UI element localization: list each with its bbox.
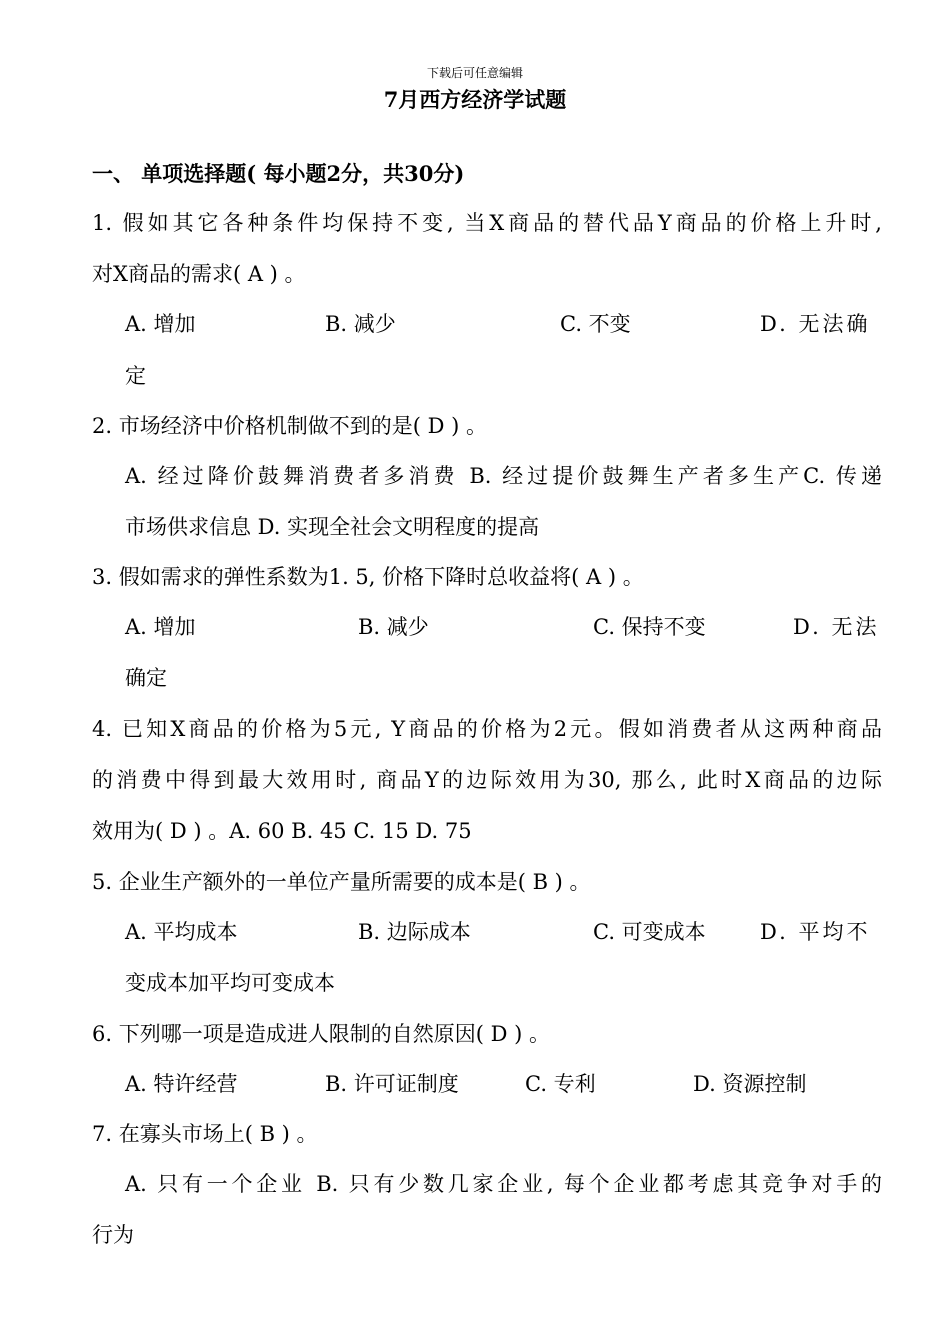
q3-option-b: B. 减少 bbox=[358, 615, 429, 639]
question-4-line-2: 的消费中得到最大效用时, 商品Y的边际效用为30, 那么, 此时X商品的边际 bbox=[92, 768, 882, 792]
q2-options-line-1: A. 经过降价鼓舞消费者多消费 B. 经过提价鼓舞生产者多生产C. 传递 bbox=[125, 464, 882, 488]
q7-options-line-1: A. 只有一个企业 B. 只有少数几家企业, 每个企业都考虑其竞争对手的 bbox=[125, 1172, 882, 1196]
question-1-line-1: 1. 假如其它各种条件均保持不变, 当X商品的替代品Y商品的价格上升时, bbox=[92, 211, 882, 235]
q1-option-b: B. 减少 bbox=[325, 312, 396, 336]
q5-option-c: C. 可变成本 bbox=[593, 920, 706, 944]
q5-option-a: A. 平均成本 bbox=[125, 920, 238, 944]
q5-option-b: B. 边际成本 bbox=[358, 920, 471, 944]
q6-option-c: C. 专利 bbox=[525, 1072, 596, 1096]
q6-option-d: D. 资源控制 bbox=[693, 1072, 807, 1096]
q1-option-d: D. 无法确 bbox=[760, 312, 871, 336]
question-2-line-1: 2. 市场经济中价格机制做不到的是( D ) 。 bbox=[92, 414, 487, 438]
q5-option-d-continued: 变成本加平均可变成本 bbox=[125, 971, 335, 995]
question-6-line-1: 6. 下列哪一项是造成进人限制的自然原因( D ) 。 bbox=[92, 1022, 550, 1046]
q3-option-c: C. 保持不变 bbox=[593, 615, 706, 639]
question-4-line-3: 效用为( D ) 。A. 60 B. 45 C. 15 D. 75 bbox=[92, 819, 472, 843]
question-7-line-1: 7. 在寡头市场上( B ) 。 bbox=[92, 1122, 318, 1146]
question-1-line-2: 对X商品的需求( A ) 。 bbox=[92, 262, 306, 286]
q1-option-d-continued: 定 bbox=[125, 364, 146, 388]
header-note: 下载后可任意编辑 bbox=[426, 66, 523, 80]
question-5-line-1: 5. 企业生产额外的一单位产量所需要的成本是( B ) 。 bbox=[92, 870, 591, 894]
q3-option-a: A. 增加 bbox=[125, 615, 196, 639]
question-3-line-1: 3. 假如需求的弹性系数为1. 5, 价格下降时总收益将( A ) 。 bbox=[92, 565, 644, 589]
q7-options-line-2: 行为 bbox=[92, 1223, 134, 1247]
q1-option-a: A. 增加 bbox=[125, 312, 196, 336]
q6-option-a: A. 特许经营 bbox=[125, 1072, 238, 1096]
q3-option-d-continued: 确定 bbox=[125, 666, 167, 690]
q1-option-c: C. 不变 bbox=[560, 312, 631, 336]
q2-options-line-2: 市场供求信息 D. 实现全社会文明程度的提高 bbox=[125, 515, 540, 539]
q6-option-b: B. 许可证制度 bbox=[325, 1072, 459, 1096]
section-heading: 一、 单项选择题( 每小题2分，共30分) bbox=[92, 161, 465, 186]
q3-option-d: D. 无法 bbox=[793, 615, 880, 639]
question-4-line-1: 4. 已知X商品的价格为5元, Y商品的价格为2元。假如消费者从这两种商品 bbox=[92, 717, 882, 741]
q5-option-d: D. 平均不 bbox=[760, 920, 871, 944]
page-title: 7月西方经济学试题 bbox=[383, 87, 567, 112]
